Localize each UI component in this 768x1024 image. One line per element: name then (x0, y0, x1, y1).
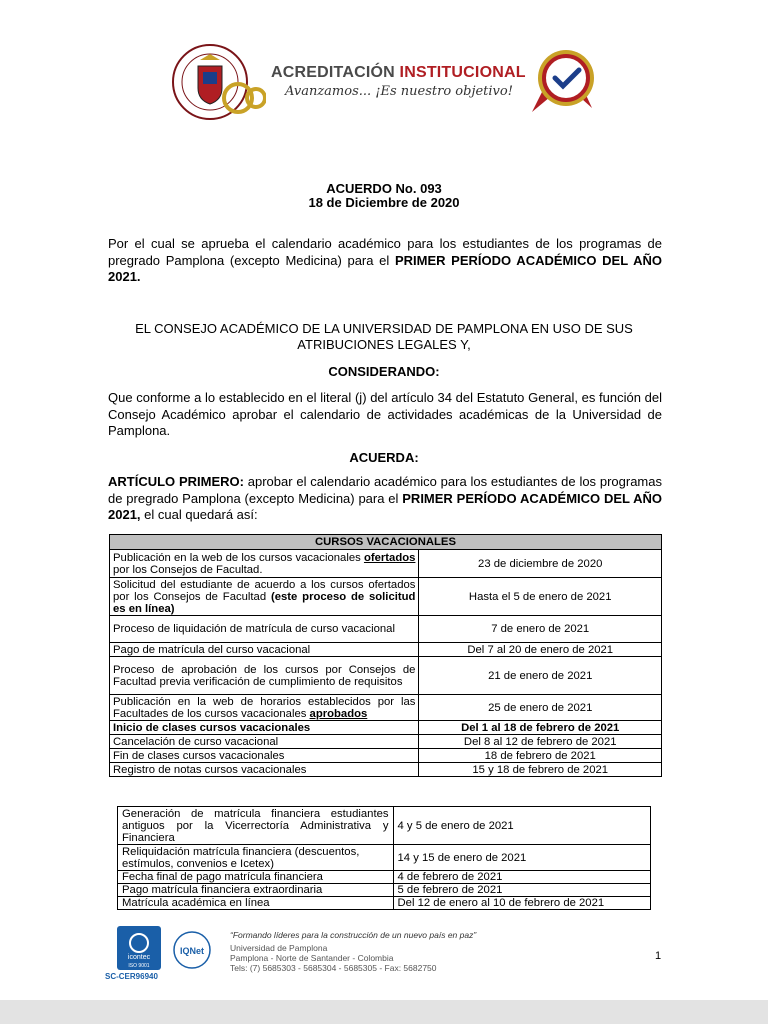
table-cell: Registro de notas cursos vacacionales (110, 763, 419, 777)
table-row (118, 884, 651, 897)
consejo-heading: EL CONSEJO ACADÉMICO DE LA UNIVERSIDAD DE PAMPLONA EN USO DE SUS ATRIBUCIONES LEGALES Y, (135, 321, 633, 352)
table-cell: Matrícula académica en línea (118, 897, 394, 910)
considerando-paragraph: Que conforme a lo establecido en el literal (j) del artículo 34 del Estatuto General, es función del Consejo Académico aprobar el calendario de actividades académicas de la Universidad de Pamplona. (108, 390, 662, 438)
table-cell: Reliquidación matrícula financiera (descuentos, estímulos, convenios e Icetex) (118, 845, 394, 871)
table-row (118, 897, 651, 910)
table-cell: Del 8 al 12 de febrero de 2021 (419, 735, 662, 749)
table-row (110, 695, 662, 721)
table-row (118, 845, 651, 871)
table-cell: Pago matrícula financiera extraordinaria (118, 884, 394, 897)
table-cell: 7 de enero de 2021 (419, 616, 662, 643)
table-cell: 5 de febrero de 2021 (393, 884, 650, 897)
articulo-primero: ARTÍCULO PRIMERO: aprobar el calendario académico para los estudiantes de los programas de pregrado Pamplona (excepto Medicina) para el PRIMER PERÍODO ACADÉMICO DEL AÑO 2021, el cual quedará así: (108, 474, 662, 522)
considerando-heading: CONSIDERANDO: (328, 364, 440, 379)
table-cell: 21 de enero de 2021 (419, 657, 662, 695)
table-cell: 4 y 5 de enero de 2021 (393, 807, 650, 845)
footer-quote: “Formando líderes para la construcción de un nuevo país en paz” (230, 930, 477, 940)
page-number: 1 (655, 950, 662, 962)
acuerdo-date: 18 de Diciembre de 2020 (308, 195, 460, 210)
table-row (110, 763, 662, 777)
svg-text:icontec: icontec (127, 954, 151, 961)
table-row (110, 616, 662, 643)
table-cell: Hasta el 5 de enero de 2021 (419, 578, 662, 616)
intro-paragraph: Por el cual se aprueba el calendario académico para los estudiantes de los programas de pregrado Pamplona (excepto Medicina) para el PRIMER PERÍODO ACADÉMICO DEL AÑO 2021. (108, 236, 662, 284)
acreditacion-badge-icon (522, 42, 604, 122)
footer-line: Universidad de Pamplona (230, 943, 328, 953)
svg-text:IQNet: IQNet (179, 946, 205, 956)
table-cell: 18 de febrero de 2021 (419, 749, 662, 763)
footer-contact-info (230, 943, 437, 973)
table-cell: 15 y 18 de febrero de 2021 (419, 763, 662, 777)
table-cell: Solicitud del estudiante de acuerdo a los cursos ofertados por los Consejos de Facultad (este proceso de solicitud es en línea) (110, 578, 419, 616)
acuerda-heading: ACUERDA: (349, 450, 419, 465)
table-cell: Pago de matrícula del curso vacacional (110, 643, 419, 657)
table-cell: Cancelación de curso vacacional (110, 735, 419, 749)
footer-line: Tels: (7) 5685303 - 5685304 - 5685305 - Fax: 5682750 (230, 963, 437, 973)
table-row (110, 657, 662, 695)
table-header: CURSOS VACACIONALES (110, 535, 662, 550)
table-cell: Fin de clases cursos vacacionales (110, 749, 419, 763)
table-row (110, 735, 662, 749)
table-row (110, 749, 662, 763)
table-cell: Fecha final de pago matrícula financiera (118, 871, 394, 884)
acreditacion-slogan: Avanzamos... ¡Es nuestro objetivo! (285, 84, 513, 99)
table-cell: Proceso de aprobación de los cursos por Consejos de Facultad previa verificación de cumplimiento de requisitos (110, 657, 419, 695)
matricula-financiera-table (117, 806, 651, 910)
table-row (118, 807, 651, 845)
table-cell: Del 7 al 20 de enero de 2021 (419, 643, 662, 657)
table-cell: Del 1 al 18 de febrero de 2021 (419, 721, 662, 735)
table-row (118, 871, 651, 884)
footer-line: Pamplona - Norte de Santander - Colombia (230, 953, 394, 963)
acuerdo-number: ACUERDO No. 093 (326, 181, 442, 196)
table-cell: Proceso de liquidación de matrícula de curso vacacional (110, 616, 419, 643)
table-cell: Publicación en la web de los cursos vacacionales ofertados por los Consejos de Facultad. (110, 550, 419, 578)
table-cell: Inicio de clases cursos vacacionales (110, 721, 419, 735)
university-seal-logo (170, 42, 266, 122)
table-row (110, 550, 662, 578)
table-row (110, 578, 662, 616)
certification-code: SC-CER96940 (105, 972, 158, 981)
table-row (110, 643, 662, 657)
bottom-bar (0, 1000, 768, 1024)
svg-text:ISO 9001: ISO 9001 (128, 963, 150, 969)
cursos-vacacionales-table (109, 534, 662, 777)
table-cell: 23 de diciembre de 2020 (419, 550, 662, 578)
table-cell: 4 de febrero de 2021 (393, 871, 650, 884)
table-row (110, 721, 662, 735)
table-cell: 14 y 15 de enero de 2021 (393, 845, 650, 871)
icontec-certification-icon (117, 926, 161, 970)
table-cell: Publicación en la web de horarios establecidos por las Facultades de los cursos vacacionales aprobados (110, 695, 419, 721)
table-cell: 25 de enero de 2021 (419, 695, 662, 721)
acreditacion-title: ACREDITACIÓN INSTITUCIONAL (271, 64, 526, 81)
table-cell: Del 12 de enero al 10 de febrero de 2021 (393, 897, 650, 910)
table-cell: Generación de matrícula financiera estudiantes antiguos por la Vicerrectoría Administrativa y Financiera (118, 807, 394, 845)
iqnet-certification-icon (170, 930, 214, 970)
